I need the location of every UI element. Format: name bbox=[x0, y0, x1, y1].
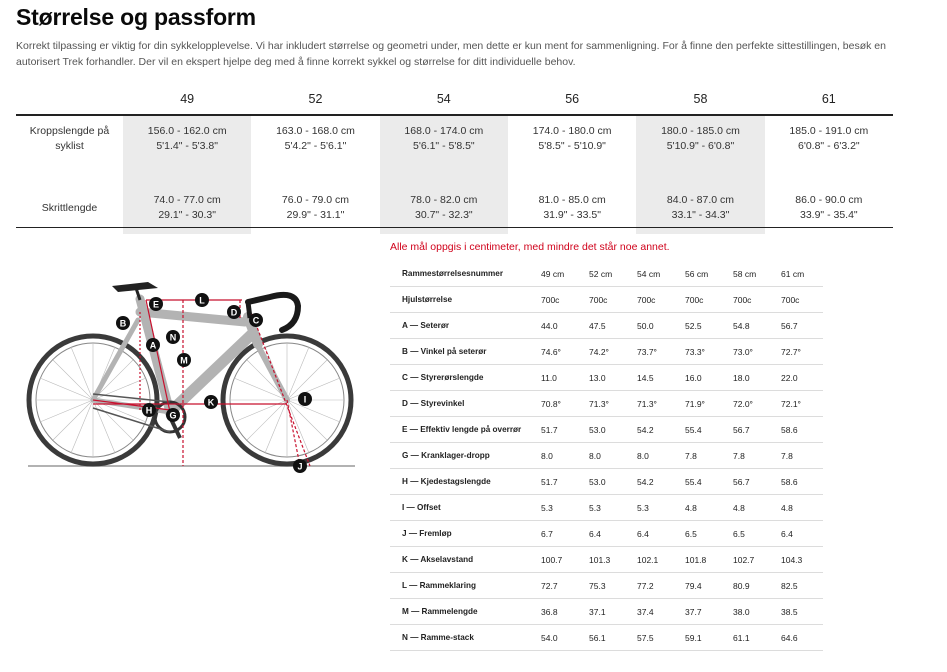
svg-text:G: G bbox=[169, 410, 177, 421]
geometry-value: 6.4 bbox=[631, 521, 679, 547]
cm-range: 156.0 - 162.0 cm bbox=[147, 125, 227, 137]
geometry-value: 73.3° bbox=[679, 339, 727, 365]
section-divider bbox=[16, 227, 893, 228]
geometry-label: C — Styrerørslengde bbox=[390, 365, 535, 391]
geometry-value: 54.8 bbox=[727, 313, 775, 339]
geometry-value: 72.0° bbox=[727, 391, 775, 417]
geometry-value: 8.0 bbox=[535, 443, 583, 469]
geometry-row bbox=[390, 417, 823, 443]
geometry-value: 52.5 bbox=[679, 313, 727, 339]
geometry-value: 700c bbox=[535, 287, 583, 313]
geometry-value: 101.8 bbox=[679, 547, 727, 573]
size-52: 52 bbox=[251, 84, 379, 115]
geometry-value: 61 cm bbox=[775, 261, 823, 287]
geometry-row bbox=[390, 287, 823, 313]
svg-text:A: A bbox=[149, 340, 157, 351]
size-cell bbox=[508, 115, 636, 182]
geometry-value: 71.3° bbox=[631, 391, 679, 417]
geometry-value: 36.8 bbox=[535, 599, 583, 625]
geometry-row bbox=[390, 365, 823, 391]
label-b-marker bbox=[116, 316, 130, 330]
inch-range: 33.1" - 34.3" bbox=[671, 209, 730, 221]
bike-geometry-diagram bbox=[20, 262, 365, 477]
geometry-value: 47.5 bbox=[583, 313, 631, 339]
svg-text:L: L bbox=[199, 295, 205, 306]
geometry-value: 5.3 bbox=[583, 495, 631, 521]
geometry-label: H — Kjedestagslengde bbox=[390, 469, 535, 495]
geometry-value: 56.1 bbox=[583, 625, 631, 651]
geometry-value: 4.8 bbox=[727, 495, 775, 521]
cm-range: 78.0 - 82.0 cm bbox=[410, 194, 478, 206]
geometry-value: 82.5 bbox=[775, 573, 823, 599]
inch-range: 33.9" - 35.4" bbox=[799, 209, 858, 221]
size-header-row bbox=[16, 84, 893, 115]
geometry-value: 79.4 bbox=[679, 573, 727, 599]
geometry-value: 72.7° bbox=[775, 339, 823, 365]
geometry-value: 38.5 bbox=[775, 599, 823, 625]
geometry-value: 44.0 bbox=[535, 313, 583, 339]
inch-range: 5'1.4" - 5'3.8" bbox=[156, 140, 218, 152]
label-a-marker bbox=[146, 338, 160, 352]
geometry-value: 54 cm bbox=[631, 261, 679, 287]
geometry-value: 700c bbox=[727, 287, 775, 313]
geometry-row bbox=[390, 625, 823, 651]
geometry-value: 80.9 bbox=[727, 573, 775, 599]
geometry-value: 6.5 bbox=[679, 521, 727, 547]
geometry-value: 54.0 bbox=[535, 625, 583, 651]
geometry-row bbox=[390, 573, 823, 599]
size-61: 61 bbox=[765, 84, 893, 115]
label-d-marker bbox=[227, 305, 241, 319]
geometry-label: M — Rammelengde bbox=[390, 599, 535, 625]
row-label: Kroppslengde på syklist bbox=[29, 125, 110, 152]
geometry-value: 55.4 bbox=[679, 469, 727, 495]
geometry-value: 6.4 bbox=[775, 521, 823, 547]
geometry-row bbox=[390, 547, 823, 573]
geometry-value: 53.0 bbox=[583, 469, 631, 495]
geometry-value: 55.4 bbox=[679, 417, 727, 443]
geometry-value: 14.5 bbox=[631, 365, 679, 391]
geometry-value: 54.2 bbox=[631, 469, 679, 495]
svg-text:J: J bbox=[297, 461, 303, 472]
geometry-row bbox=[390, 469, 823, 495]
geometry-value: 7.8 bbox=[727, 443, 775, 469]
stem bbox=[248, 302, 250, 318]
cm-range: 76.0 - 79.0 cm bbox=[281, 194, 350, 206]
rider-height-row bbox=[16, 115, 893, 182]
svg-text:N: N bbox=[169, 332, 177, 343]
geometry-value: 61.1 bbox=[727, 625, 775, 651]
geometry-value: 37.7 bbox=[679, 599, 727, 625]
geometry-value: 57.5 bbox=[631, 625, 679, 651]
size-cell bbox=[123, 115, 251, 182]
geometry-value: 51.7 bbox=[535, 469, 583, 495]
size-56: 56 bbox=[508, 84, 636, 115]
size-49: 49 bbox=[123, 84, 251, 115]
geometry-value: 52 cm bbox=[583, 261, 631, 287]
geometry-label: B — Vinkel på seterør bbox=[390, 339, 535, 365]
units-note: Alle mål oppgis i centimeter, med mindre det står noe annet. bbox=[390, 241, 670, 253]
cm-range: 74.0 - 77.0 cm bbox=[153, 194, 221, 206]
geometry-value: 38.0 bbox=[727, 599, 775, 625]
geometry-label: Rammestørrelsesnummer bbox=[390, 261, 535, 287]
geometry-row bbox=[390, 443, 823, 469]
label-i-marker bbox=[298, 392, 312, 406]
geometry-value: 102.1 bbox=[631, 547, 679, 573]
inch-range: 29.9" - 31.1" bbox=[286, 209, 345, 221]
geometry-value: 18.0 bbox=[727, 365, 775, 391]
inch-range: 31.9" - 33.5" bbox=[543, 209, 601, 221]
geometry-value: 72.7 bbox=[535, 573, 583, 599]
geometry-value: 4.8 bbox=[679, 495, 727, 521]
cm-range: 180.0 - 185.0 cm bbox=[661, 125, 740, 137]
geometry-value: 7.8 bbox=[679, 443, 727, 469]
geometry-value: 58 cm bbox=[727, 261, 775, 287]
geometry-value: 73.0° bbox=[727, 339, 775, 365]
cm-range: 163.0 - 168.0 cm bbox=[276, 125, 355, 137]
geometry-value: 71.9° bbox=[679, 391, 727, 417]
size-cell bbox=[765, 115, 893, 182]
inch-range: 5'8.5" - 5'10.9" bbox=[538, 140, 606, 152]
cm-range: 84.0 - 87.0 cm bbox=[666, 194, 735, 206]
geometry-label: D — Styrevinkel bbox=[390, 391, 535, 417]
label-h-marker bbox=[142, 403, 156, 417]
page-title: Størrelse og passform bbox=[16, 4, 256, 30]
geometry-value: 5.3 bbox=[631, 495, 679, 521]
label-g-marker bbox=[166, 408, 180, 422]
geometry-value: 5.3 bbox=[535, 495, 583, 521]
size-54: 54 bbox=[380, 84, 508, 115]
geometry-value: 50.0 bbox=[631, 313, 679, 339]
geometry-value: 56.7 bbox=[727, 417, 775, 443]
inch-range: 5'6.1" - 5'8.5" bbox=[412, 140, 475, 152]
svg-text:M: M bbox=[180, 355, 188, 366]
saddle bbox=[112, 282, 158, 292]
geometry-value: 74.6° bbox=[535, 339, 583, 365]
geometry-label: Hjulstørrelse bbox=[390, 287, 535, 313]
geometry-value: 54.2 bbox=[631, 417, 679, 443]
geometry-row bbox=[390, 313, 823, 339]
intro-text: Korrekt tilpassing er viktig for din sykkelopplevelse. Vi har inkludert størrelse og geometri under, men dette er kun ment for sammenligning. For å finne den perfekte sittestillingen, besøk en autorisert Trek forhandler. Der vil en ekspert hjelpe deg med å finne korrekt sykkel og størrelse for ditt individuelle behov. bbox=[16, 40, 886, 68]
geometry-value: 70.8° bbox=[535, 391, 583, 417]
geometry-value: 4.8 bbox=[775, 495, 823, 521]
svg-text:I: I bbox=[303, 394, 307, 405]
row-label: Skrittlengde bbox=[41, 201, 98, 214]
inch-range: 5'10.9" - 6'0.8" bbox=[666, 140, 735, 152]
label-n-marker bbox=[166, 330, 180, 344]
geometry-label: G — Kranklager-dropp bbox=[390, 443, 535, 469]
geometry-value: 8.0 bbox=[583, 443, 631, 469]
geometry-value: 100.7 bbox=[535, 547, 583, 573]
geometry-value: 58.6 bbox=[775, 469, 823, 495]
svg-text:E: E bbox=[152, 299, 160, 310]
size-cell bbox=[251, 115, 379, 182]
geometry-value: 104.3 bbox=[775, 547, 823, 573]
geometry-value: 102.7 bbox=[727, 547, 775, 573]
geometry-label: A — Seterør bbox=[390, 313, 535, 339]
geometry-value: 72.1° bbox=[775, 391, 823, 417]
size-chart bbox=[16, 84, 893, 234]
cm-range: 81.0 - 85.0 cm bbox=[538, 194, 606, 206]
geometry-value: 22.0 bbox=[775, 365, 823, 391]
geometry-table bbox=[390, 261, 823, 651]
geometry-value: 49 cm bbox=[535, 261, 583, 287]
geometry-value: 11.0 bbox=[535, 365, 583, 391]
geometry-row bbox=[390, 391, 823, 417]
geometry-value: 77.2 bbox=[631, 573, 679, 599]
label-e-marker bbox=[149, 297, 163, 311]
geometry-label: E — Effektiv lengde på overrør bbox=[390, 417, 535, 443]
geometry-label: N — Ramme-stack bbox=[390, 625, 535, 651]
size-58: 58 bbox=[636, 84, 764, 115]
cm-range: 174.0 - 180.0 cm bbox=[532, 125, 612, 137]
size-header-blank bbox=[16, 84, 123, 115]
geometry-value: 58.6 bbox=[775, 417, 823, 443]
geometry-value: 56 cm bbox=[679, 261, 727, 287]
geometry-value: 13.0 bbox=[583, 365, 631, 391]
geometry-value: 37.1 bbox=[583, 599, 631, 625]
geometry-value: 700c bbox=[679, 287, 727, 313]
svg-text:H: H bbox=[145, 405, 153, 416]
label-m-marker bbox=[195, 293, 209, 307]
label-k-marker bbox=[204, 395, 218, 409]
geometry-value: 6.5 bbox=[727, 521, 775, 547]
geometry-value: 101.3 bbox=[583, 547, 631, 573]
geometry-label: I — Offset bbox=[390, 495, 535, 521]
svg-text:K: K bbox=[207, 397, 215, 408]
geometry-value: 6.7 bbox=[535, 521, 583, 547]
label-l-marker bbox=[177, 353, 191, 367]
cm-range: 86.0 - 90.0 cm bbox=[795, 194, 863, 206]
geometry-value: 700c bbox=[631, 287, 679, 313]
geometry-value: 74.2° bbox=[583, 339, 631, 365]
geometry-value: 37.4 bbox=[631, 599, 679, 625]
geometry-value: 71.3° bbox=[583, 391, 631, 417]
geometry-value: 56.7 bbox=[775, 313, 823, 339]
cm-range: 185.0 - 191.0 cm bbox=[789, 125, 869, 137]
svg-text:D: D bbox=[230, 307, 238, 318]
size-cell bbox=[380, 115, 508, 182]
svg-text:C: C bbox=[252, 315, 260, 326]
geometry-value: 51.7 bbox=[535, 417, 583, 443]
inch-range: 6'0.8" - 6'3.2" bbox=[797, 140, 860, 152]
geometry-value: 7.8 bbox=[775, 443, 823, 469]
geometry-row bbox=[390, 521, 823, 547]
geometry-value: 8.0 bbox=[631, 443, 679, 469]
geometry-value: 16.0 bbox=[679, 365, 727, 391]
geometry-value: 73.7° bbox=[631, 339, 679, 365]
geometry-value: 59.1 bbox=[679, 625, 727, 651]
geometry-value: 56.7 bbox=[727, 469, 775, 495]
label-c-marker bbox=[249, 313, 263, 327]
geometry-value: 700c bbox=[583, 287, 631, 313]
geometry-row bbox=[390, 599, 823, 625]
geometry-value: 6.4 bbox=[583, 521, 631, 547]
geometry-value: 75.3 bbox=[583, 573, 631, 599]
inch-range: 5'4.2" - 5'6.1" bbox=[284, 140, 347, 152]
geometry-label: L — Rammeklaring bbox=[390, 573, 535, 599]
inch-range: 30.7" - 32.3" bbox=[414, 209, 473, 221]
geometry-row bbox=[390, 495, 823, 521]
geometry-value: 700c bbox=[775, 287, 823, 313]
inch-range: 29.1" - 30.3" bbox=[158, 209, 216, 221]
geometry-value: 64.6 bbox=[775, 625, 823, 651]
geometry-header-row bbox=[390, 261, 823, 287]
cm-range: 168.0 - 174.0 cm bbox=[404, 125, 484, 137]
geometry-value: 53.0 bbox=[583, 417, 631, 443]
svg-text:B: B bbox=[119, 318, 127, 329]
geometry-label: J — Fremløp bbox=[390, 521, 535, 547]
geometry-label: K — Akselavstand bbox=[390, 547, 535, 573]
size-cell bbox=[636, 115, 764, 182]
label-j-marker bbox=[293, 459, 307, 473]
geometry-row bbox=[390, 339, 823, 365]
